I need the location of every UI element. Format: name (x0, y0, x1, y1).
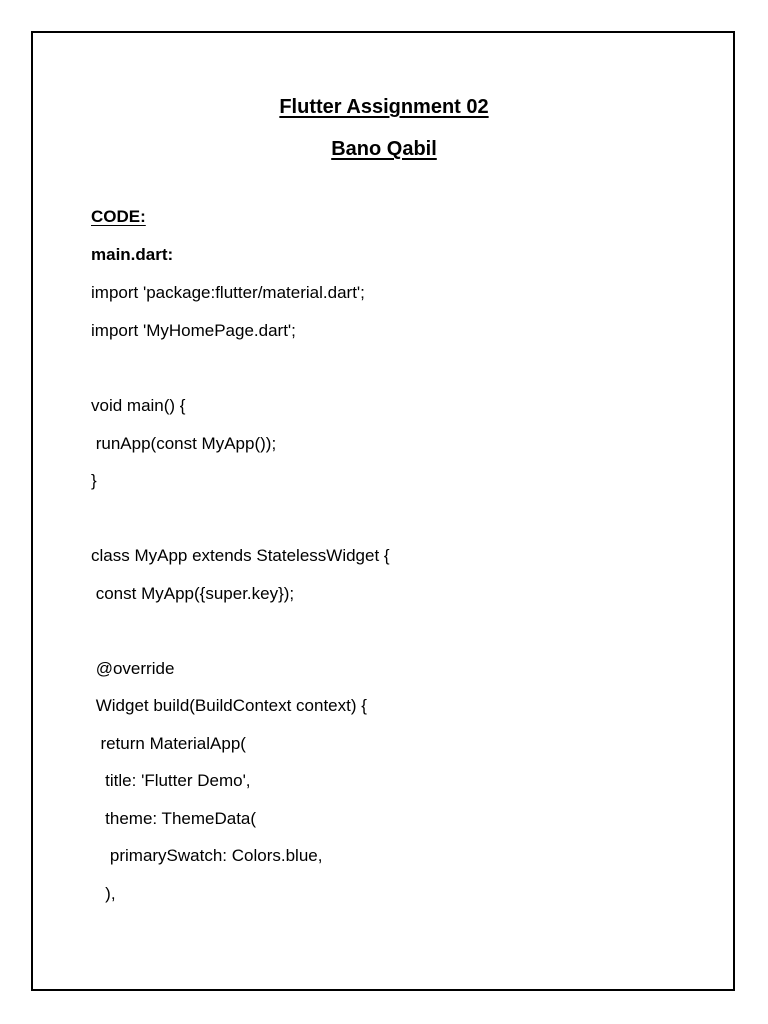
document-title: Flutter Assignment 02 (279, 96, 489, 118)
code-line: @override (91, 659, 175, 678)
code-line: import 'package:flutter/material.dart'; (91, 283, 365, 302)
section-heading: CODE: (91, 207, 146, 226)
code-line: return MaterialApp( (91, 734, 246, 753)
code-line: import 'MyHomePage.dart'; (91, 321, 296, 340)
code-line: } (91, 471, 97, 490)
code-line: title: 'Flutter Demo', (91, 771, 251, 790)
code-line: primarySwatch: Colors.blue, (91, 846, 323, 865)
code-line: class MyApp extends StatelessWidget { (91, 546, 390, 565)
code-line: const MyApp({super.key}); (91, 584, 295, 603)
code-line: runApp(const MyApp()); (91, 434, 277, 453)
code-line: void main() { (91, 396, 186, 415)
file-name: main.dart: (91, 245, 174, 264)
document-subtitle: Bano Qabil (331, 138, 437, 160)
code-line: theme: ThemeData( (91, 809, 257, 828)
code-line: ), (91, 884, 116, 903)
code-line: Widget build(BuildContext context) { (91, 696, 367, 715)
